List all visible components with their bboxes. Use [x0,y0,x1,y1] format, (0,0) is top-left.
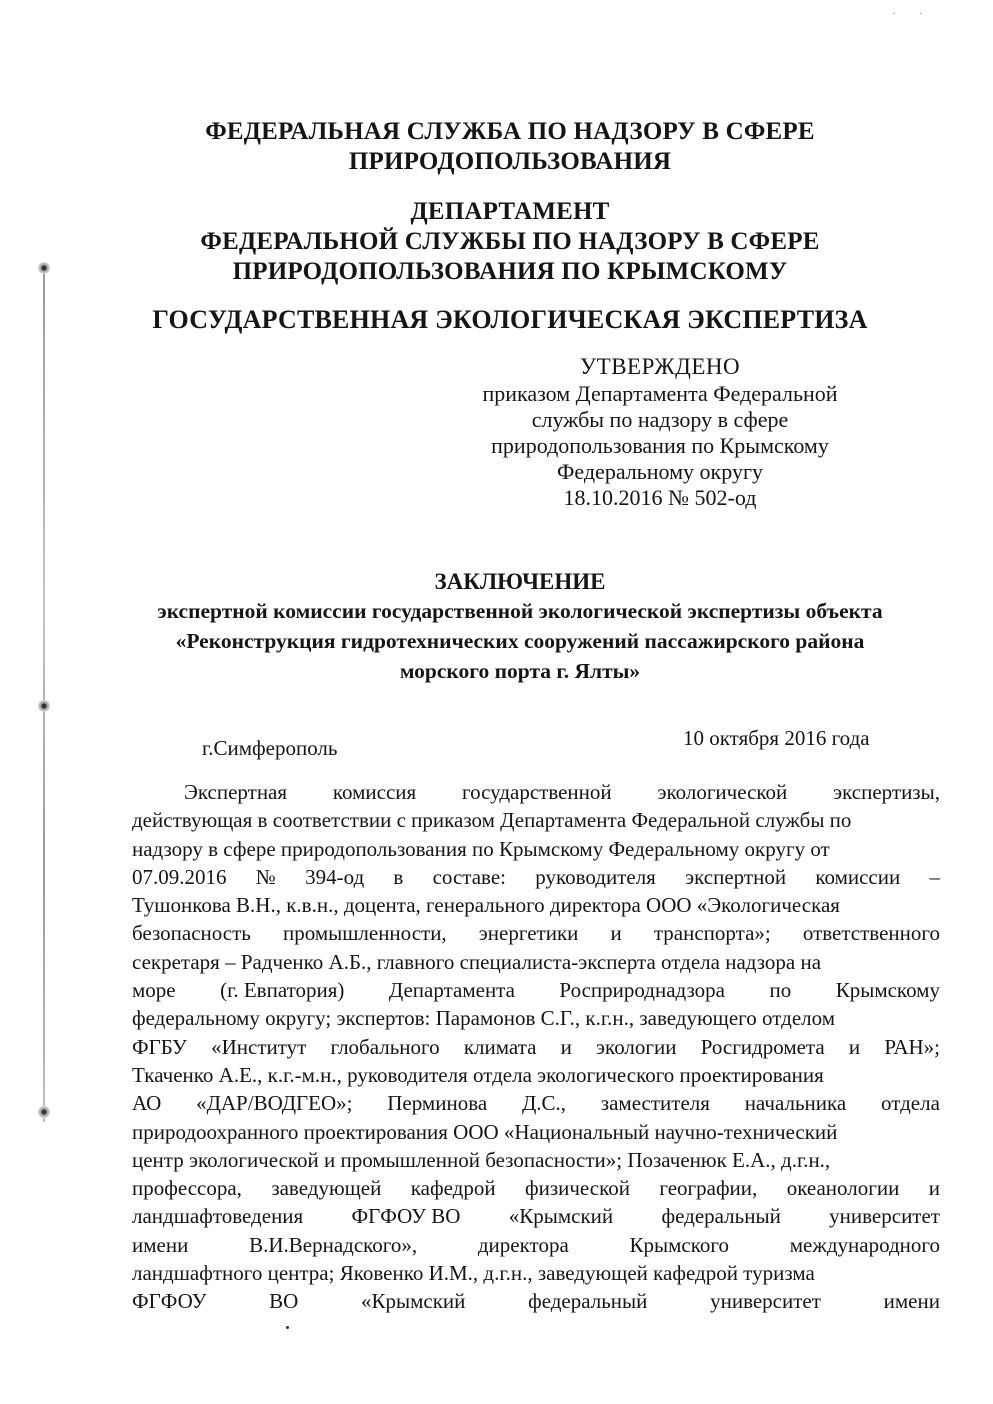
body-word: университет [710,1289,821,1314]
department-line-3: ПРИРОДОПОЛЬЗОВАНИЯ ПО КРЫМСКОМУ [232,258,788,285]
body-word: «Крымский [508,1204,614,1229]
body-word: Департамента [388,978,515,1003]
body-word: «Крымский [361,1289,466,1314]
body-word: заместителя [600,1091,710,1116]
agency-line-2: ПРИРОДОПОЛЬЗОВАНИЯ [348,148,672,175]
body-line [132,1033,940,1061]
body-word: и [610,921,622,946]
body-word: № [255,864,276,889]
approval-line-3: службы по надзору в сфере [531,407,789,432]
body-word: кафедрой [410,1176,496,1201]
body-line [132,1231,940,1259]
body-word: и [848,1034,861,1059]
body-line [132,1174,940,1202]
punch-hole [38,1106,50,1118]
body-word: природоохранного проектирования ООО «Национальный научно-технический [132,1119,838,1144]
conclusion-sub-2: «Реконструкция гидротехнических сооружений пассажирского района [175,629,865,653]
body-line [132,1118,940,1146]
body-line [132,1259,940,1287]
body-word: географии, [659,1176,758,1201]
body-word: промышленности, [282,921,447,946]
body-word: море [132,978,176,1003]
body-word: Ткаченко А.Е., к.г.-м.н., руководителя отдела экологического проектирования [132,1062,824,1087]
punch-hole [38,700,50,712]
body-word: ФГФОУ [132,1289,207,1314]
body-word: действующая в соответствии с приказом Департамента Федеральной службы по [132,808,852,833]
department-header [200,197,820,287]
body-word: экологии [596,1034,677,1059]
body-word: Экспертная [184,780,288,804]
body-word: экспертизы, [833,780,940,804]
body-word: океанологии [786,1176,900,1201]
body-line [132,1202,940,1230]
body-word: секретаря – Радченко А.Б., главного специалиста-эксперта отдела надзора на [132,949,822,974]
body-word: начальника [744,1091,847,1116]
body-word: экологической [657,780,788,804]
body-word: профессора, [132,1176,242,1201]
body-word: федеральному округу; экспертов: Парамонов С.Г., к.г.н., заведующего отделом [132,1006,836,1031]
body-word: климата [463,1034,537,1059]
body-word: «Институт [211,1034,307,1059]
body-word: заведующей [271,1176,382,1201]
body-line [132,1146,940,1174]
body-word: безопасность [132,921,251,946]
approval-line-2: приказом Департамента Федеральной [482,381,838,406]
body-word: федеральный [528,1289,648,1314]
body-word: ФГФОУ ВО [351,1204,461,1229]
body-word: (г. Евпатория) [220,978,345,1003]
approval-block [430,354,890,511]
body-word: РАН»; [884,1034,940,1059]
city: г.Симферополь [202,736,338,760]
approval-line-5: Федеральному округу [557,459,763,484]
ink-dot [286,1326,289,1329]
body-word: комиссии [815,864,901,889]
body-word: Перминова [387,1091,488,1116]
body-word: «ДАР/ВОДГЕО»; [196,1091,353,1116]
body-line [132,948,940,976]
body-word: государственной [461,780,612,804]
conclusion-sub-3: морского порта г. Ялты» [399,659,641,683]
body-line [132,806,940,834]
body-line [132,1287,940,1315]
body-word: Крымскому [835,978,940,1003]
body-word: Тушонкова В.Н., к.в.н., доцента, генерального директора ООО «Экологическая [132,893,840,918]
conclusion-title: ЗАКЛЮЧЕНИЕ [434,569,606,594]
body-word: международного [789,1232,940,1257]
body-word: Крымского [629,1232,729,1257]
date: 10 октября 2016 года [683,726,870,750]
binding-thread [43,262,45,1122]
body-line [132,778,940,806]
body-paragraph [132,778,940,1316]
body-word: транспорта»; [653,921,771,946]
body-word: и [560,1034,572,1059]
body-word: 07.09.2016 [132,864,227,889]
body-word: комиссия [332,780,417,804]
body-word: Росгидромета [700,1034,825,1059]
body-word: АО [132,1091,162,1116]
body-word: в [393,864,404,889]
body-line [132,891,940,919]
approval-line-1: УТВЕРЖДЕНО [579,354,741,379]
conclusion-subtitle [100,596,940,686]
punch-hole [38,262,50,274]
body-line [132,863,940,891]
body-word: ФГБУ [132,1034,187,1059]
approval-line-6: 18.10.2016 № 502-од [563,485,757,510]
body-word: имени [132,1232,189,1257]
body-word: Д.С., [521,1091,567,1116]
body-word: имени [883,1289,940,1314]
body-word: 394-од [305,864,365,889]
body-word: энергетики [478,921,579,946]
body-word: – [929,864,940,889]
body-word: ландшафтоведения [132,1204,304,1229]
expertise-title-text: ГОСУДАРСТВЕННАЯ ЭКОЛОГИЧЕСКАЯ ЭКСПЕРТИЗА [152,305,868,334]
expertise-title [150,305,870,335]
body-word: директора [477,1232,569,1257]
body-word: В.И.Вернадского», [249,1232,418,1257]
body-word: физической [524,1176,630,1201]
agency-header [200,117,820,177]
body-word: надзору в сфере природопользования по Крымскому Федеральному округу от [132,836,830,861]
body-word: экспертной [685,864,787,889]
body-word: руководителя [535,864,656,889]
body-word: центр экологической и промышленной безопасности»; Позаченюк Е.А., д.г.н., [132,1147,831,1172]
department-line-1: ДЕПАРТАМЕНТ [410,198,610,225]
agency-line-1: ФЕДЕРАЛЬНАЯ СЛУЖБА ПО НАДЗОРУ В СФЕРЕ [205,118,815,145]
body-line [132,976,940,1004]
body-line [132,1061,940,1089]
body-line [132,835,940,863]
body-word: ВО [269,1289,299,1314]
department-line-2: ФЕДЕРАЛЬНОЙ СЛУЖБЫ ПО НАДЗОРУ В СФЕРЕ [200,228,820,255]
body-word: ответственного [802,921,940,946]
body-word: ландшафтного центра; Яковенко И.М., д.г.н., заведующей кафедрой туризма [132,1261,815,1286]
body-word: отдела [880,1091,940,1116]
body-line [132,1089,940,1117]
body-word: по [769,978,792,1003]
body-line [132,919,940,947]
approval-line-4: природопользования по Крымскому [491,433,829,458]
paper-specks: · · [892,6,933,20]
body-word: Росприроднадзора [559,978,725,1003]
body-word: составе: [432,864,506,889]
body-word: университет [829,1204,940,1229]
body-word: и [928,1176,940,1201]
body-word: глобального [330,1034,440,1059]
body-line [132,1004,940,1032]
conclusion-sub-1: экспертной комиссии государственной экологической экспертизы объекта [157,599,883,623]
body-word: федеральный [661,1204,781,1229]
